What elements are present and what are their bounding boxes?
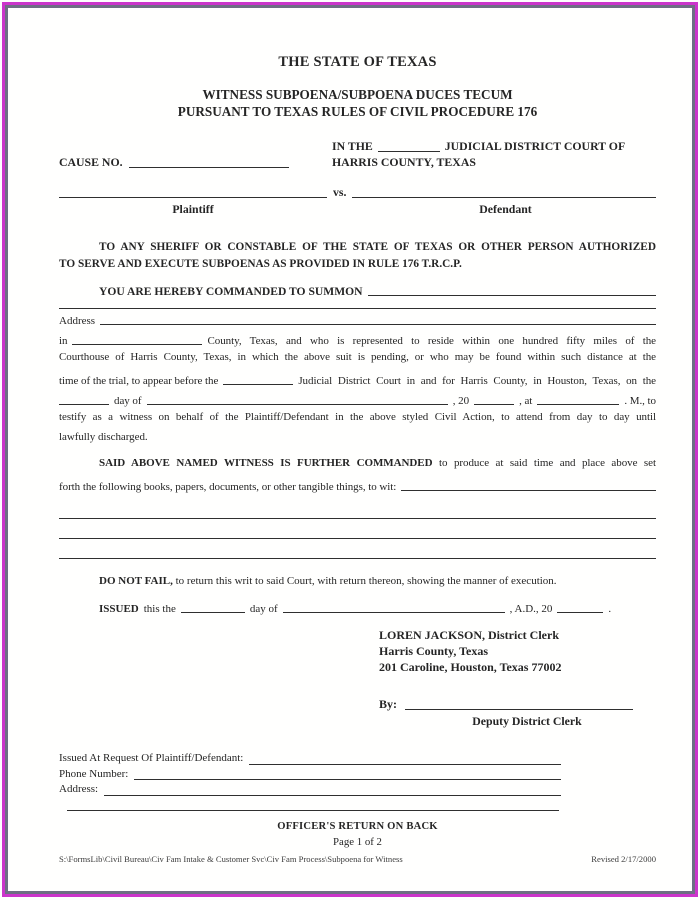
subpoena-form-page	[8, 8, 692, 891]
request-address-blank	[104, 784, 561, 796]
in-label: in	[59, 335, 68, 347]
summon-label: YOU ARE HEREBY COMMANDED TO SUMMON	[99, 285, 363, 298]
request-address-label: Address:	[59, 783, 99, 795]
request-issued-at-label: Issued At Request Of Plaintiff/Defendant:	[59, 752, 244, 764]
day-blank	[59, 393, 109, 405]
to-wit-blank	[401, 479, 656, 491]
footer-file-path: S:\FormsLib\Civil Bureau\Civ Fam Intake & Customer Svc\Civ Fam Process\Subpoena for Witness	[59, 853, 403, 864]
sheriff-command-line2: TO SERVE AND EXECUTE SUBPOENAS AS PROVIDED IN RULE 176 T.R.C.P.	[59, 257, 462, 270]
issued-bold: ISSUED	[99, 603, 139, 615]
cause-no-blank	[129, 156, 289, 168]
request-address-row	[59, 782, 561, 798]
request-issued-at-blank	[249, 753, 561, 765]
trial-rest-text: Judicial District Court in and for Harris County, in Houston, Texas, on the	[298, 375, 656, 387]
clerk-address: 201 Caroline, Houston, Texas 77002	[379, 660, 562, 674]
trial-line	[59, 367, 656, 387]
request-phone-label: Phone Number:	[59, 767, 129, 780]
issued-month-blank	[283, 601, 505, 613]
discharged-line: lawfully discharged.	[59, 431, 148, 443]
defendant-name-blank	[352, 186, 656, 198]
document-border	[5, 5, 695, 894]
vs-label: vs.	[333, 185, 347, 199]
request-block	[59, 751, 656, 811]
address-label: Address	[59, 315, 96, 327]
request-phone-row	[59, 767, 561, 783]
address-blank	[100, 313, 656, 325]
documents-blank-1	[59, 499, 656, 519]
day-of-label: day of	[114, 395, 142, 407]
year-blank	[474, 393, 514, 405]
request-issued-at-row	[59, 751, 561, 767]
testify-line: testify as a witness on behalf of the Plaintiff/Defendant in the above styled Civil Action, to attend from day to day until	[59, 411, 656, 423]
judicial-court-label: JUDICIAL DISTRICT COURT OF	[444, 139, 626, 153]
sheriff-command-paragraph	[59, 239, 656, 272]
documents-blank-3	[59, 539, 656, 559]
date-time-line	[59, 387, 656, 407]
in-the-label: IN THE	[332, 139, 373, 153]
plaintiff-label: Plaintiff	[172, 202, 214, 216]
cause-no-label: CAUSE NO.	[59, 155, 123, 169]
request-phone-blank	[134, 768, 561, 780]
further-commanded-bold: SAID ABOVE NAMED WITNESS IS FURTHER COMMANDED	[99, 457, 433, 469]
state-title: THE STATE OF TEXAS	[278, 54, 437, 70]
clerk-name: LOREN JACKSON, District Clerk	[379, 628, 559, 642]
do-not-fail-rest: to return this writ to said Court, with return thereon, showing the manner of execution.	[175, 575, 557, 587]
address-line	[59, 310, 656, 327]
do-not-fail-line	[99, 575, 656, 587]
further-commanded-rest: to produce at said time and place above set	[439, 457, 656, 469]
month-blank	[147, 393, 448, 405]
residence-line	[59, 327, 656, 347]
harris-county-label: HARRIS COUNTY, TEXAS	[332, 155, 476, 169]
courthouse-line: Courthouse of Harris County, Texas, in which the above suit is pending, or who may be found within such distance at the	[59, 351, 656, 363]
comma-at-label: , at	[519, 395, 533, 407]
document-footer	[59, 854, 656, 864]
deputy-clerk-label: Deputy District Clerk	[472, 714, 582, 728]
issued-line	[99, 595, 656, 615]
issued-ad-label: , A.D., 20	[509, 603, 553, 615]
by-line	[379, 697, 656, 712]
document-title-line2: PURSUANT TO TEXAS RULES OF CIVIL PROCEDURE 176	[177, 104, 538, 119]
by-label: By:	[379, 697, 397, 711]
documents-blank-2	[59, 519, 656, 539]
witness-name-blank	[368, 284, 656, 296]
issued-day-of: day of	[249, 603, 278, 615]
party-label-spacer	[327, 202, 355, 217]
issued-period: .	[608, 603, 612, 615]
district-number-blank	[223, 373, 293, 385]
cause-number-group	[59, 138, 332, 170]
time-blank	[537, 393, 619, 405]
sheriff-command-line1: TO ANY SHERIFF OR CONSTABLE OF THE STATE OF TEXAS OR OTHER PERSON AUTHORIZED	[99, 241, 656, 253]
document-title	[59, 86, 656, 120]
trial-time-text: time of the trial, to appear before the	[59, 375, 219, 387]
issued-day-blank	[181, 601, 245, 613]
plaintiff-name-blank	[59, 186, 327, 198]
defendant-label: Defendant	[479, 202, 532, 216]
summon-line	[59, 284, 656, 298]
to-wit-text: forth the following books, papers, documents, or other tangible things, to wit:	[59, 481, 397, 493]
witness-name-blank-2	[59, 298, 656, 309]
footer-revised-date: Revised 2/17/2000	[591, 853, 656, 864]
comma-20-label: , 20	[452, 395, 470, 407]
to-wit-line	[59, 473, 656, 493]
further-commanded-line	[59, 453, 656, 473]
court-number-blank	[378, 140, 440, 152]
request-address-blank-2	[67, 798, 559, 811]
officers-return-label: OFFICER'S RETURN ON BACK	[277, 820, 438, 832]
document-title-line1: WITNESS SUBPOENA/SUBPOENA DUCES TECUM	[202, 87, 513, 102]
party-line	[59, 185, 656, 200]
do-not-fail-bold: DO NOT FAIL,	[99, 575, 173, 587]
issued-this-the: this the	[143, 603, 176, 615]
party-labels	[59, 202, 656, 217]
cause-caption	[59, 138, 656, 170]
clerk-county: Harris County, Texas	[379, 644, 489, 658]
meridiem-label: . M., to	[624, 395, 656, 407]
residence-text: County, Texas, and who is represented to reside within one hundred fifty miles of the	[207, 335, 656, 347]
court-designation	[332, 138, 656, 170]
page-number: Page 1 of 2	[333, 835, 382, 848]
deputy-signature-blank	[405, 698, 633, 710]
clerk-block	[379, 627, 656, 675]
court-line1	[332, 138, 656, 154]
county-blank	[72, 333, 202, 345]
issued-year-blank	[557, 601, 603, 613]
